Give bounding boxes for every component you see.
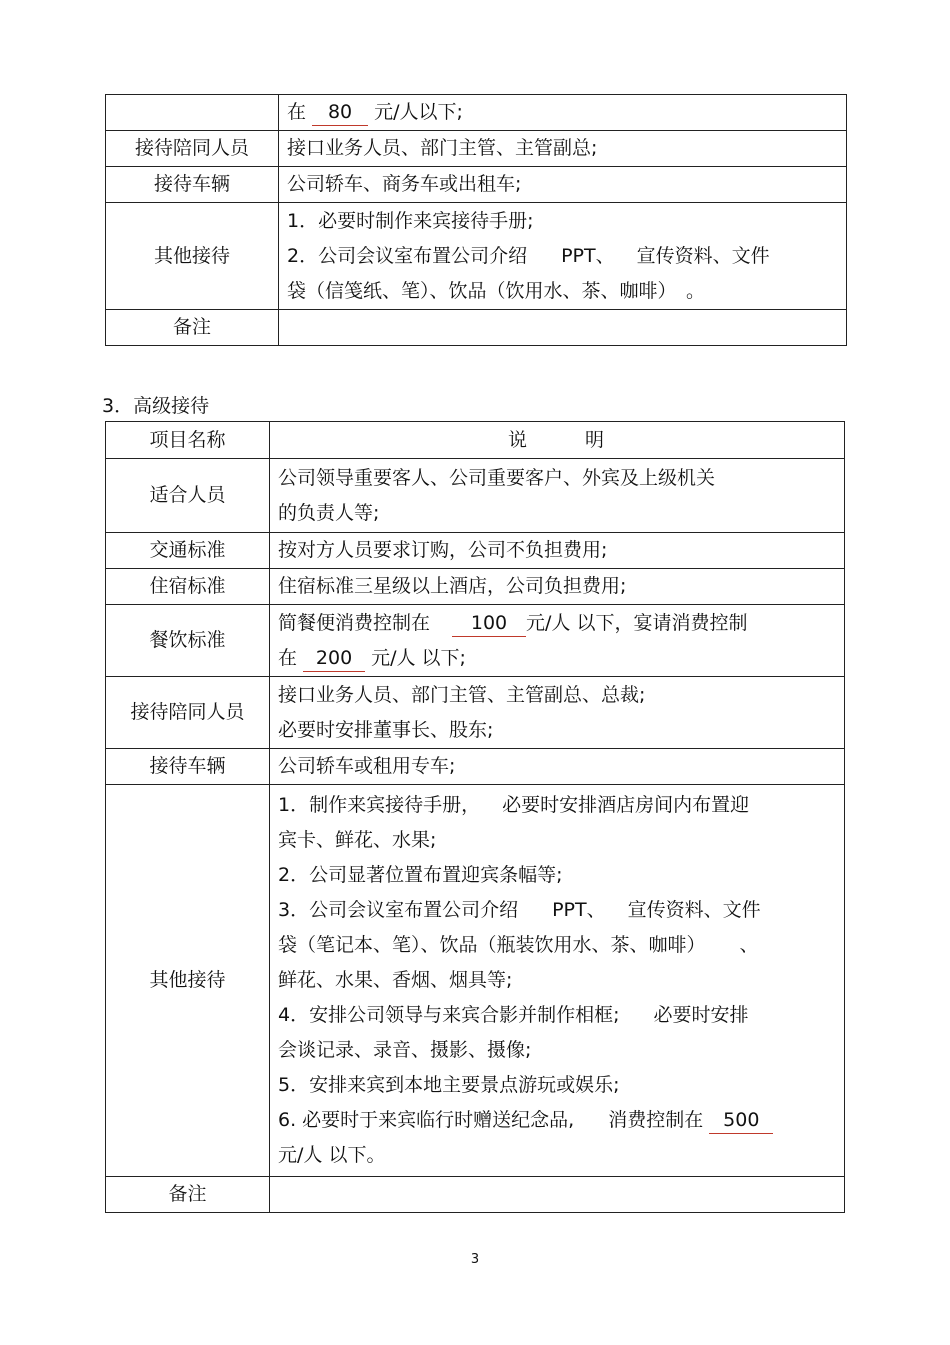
table-row [106, 605, 845, 677]
row-value: 按对方人员要求订购，公司不负担费用; [270, 533, 845, 569]
text: 必要时安排酒店房间内布置迎 [502, 794, 750, 816]
table-row [106, 131, 847, 167]
text: 宣传资料、文件 [627, 899, 761, 921]
row-value: 公司轿车、商务车或出租车; [279, 167, 847, 203]
row-label: 适合人员 [106, 459, 270, 533]
line: 接口业务人员、部门主管、主管副总、总裁; [278, 683, 646, 706]
row-value-multiline [270, 677, 845, 749]
table-row [106, 1177, 845, 1213]
row-value-multiline [279, 203, 847, 310]
table-row [106, 203, 847, 310]
line: 宾卡、鲜花、水果; [278, 829, 437, 851]
remarks-value [270, 1177, 845, 1213]
row-value: 接口业务人员、部门主管、主管副总; [279, 131, 847, 167]
page-number: 3 [470, 1252, 480, 1267]
line: 2．公司显著位置布置迎宾条幅等; [278, 864, 563, 886]
dining-cont-cell [279, 95, 847, 131]
table-row [106, 95, 847, 131]
amount-field: 100 [452, 610, 526, 637]
line: 袋（信笺纸、笔）、饮品（饮用水、茶、咖啡） 。 [287, 279, 706, 302]
text: 元/人 以下; [371, 646, 466, 669]
remarks-value [279, 310, 847, 346]
row-label: 备注 [106, 310, 279, 346]
text: 简餐便消费控制在 [278, 611, 431, 634]
row-label: 接待陪同人员 [106, 131, 279, 167]
text: 在 [287, 101, 307, 123]
table-row [106, 310, 847, 346]
reception-table-standard [105, 94, 847, 346]
line: 鲜花、水果、香烟、烟具等; [278, 969, 513, 991]
row-label: 接待车辆 [106, 749, 270, 785]
row-value-multiline [270, 785, 845, 1177]
amount-field: 80 [312, 99, 368, 126]
row-label: 其他接待 [106, 785, 270, 1177]
row-value: 住宿标准三星级以上酒店，公司负担费用; [270, 569, 845, 605]
text: 3．公司会议室布置公司介绍 [278, 899, 519, 921]
row-label: 餐饮标准 [106, 605, 270, 677]
table-row [106, 167, 847, 203]
section-title: 3．高级接待 [102, 395, 210, 417]
table-row [106, 569, 845, 605]
line [278, 893, 836, 928]
row-label: 备注 [106, 1177, 270, 1213]
reception-table-advanced [105, 421, 845, 1213]
empty-label-cell [106, 95, 279, 131]
text: 必要时安排 [653, 1004, 749, 1026]
text: 在 [278, 646, 298, 669]
text: PPT、 [561, 244, 615, 267]
text: 宣传资料、文件 [636, 244, 770, 267]
text: 明 [585, 428, 607, 451]
table-row [106, 677, 845, 749]
text: PPT、 [552, 899, 606, 921]
amount-field: 500 [709, 1107, 773, 1134]
line [278, 788, 836, 823]
line: 1．必要时制作来宾接待手册; [287, 209, 534, 232]
line: 必要时安排董事长、股东; [278, 718, 494, 741]
row-label: 接待车辆 [106, 167, 279, 203]
text: 元/人 以下，宴请消费控制 [526, 611, 748, 634]
table-header-row [106, 422, 845, 459]
text: 2．公司会议室布置公司介绍 [287, 244, 528, 267]
header-description [270, 422, 845, 459]
line [278, 998, 836, 1033]
text: 袋（笔记本、笔）、饮品（瓶装饮用水、茶、咖啡） [278, 934, 706, 956]
line [287, 239, 838, 274]
line: 的负责人等; [278, 501, 380, 524]
line [278, 606, 836, 641]
text: 6. 必要时于来宾临行时赠送纪念品, [278, 1109, 575, 1131]
line [278, 928, 836, 963]
line: 会谈记录、录音、摄影、摄像; [278, 1039, 532, 1061]
line [278, 641, 836, 676]
line: 5．安排来宾到本地主要景点游玩或娱乐; [278, 1074, 620, 1096]
line [278, 1103, 836, 1138]
row-label: 接待陪同人员 [106, 677, 270, 749]
amount-field: 200 [303, 645, 365, 672]
header-item-name: 项目名称 [106, 422, 270, 459]
text: 消费控制在 [608, 1109, 704, 1131]
table-row [106, 749, 845, 785]
row-value: 公司轿车或租用专车; [270, 749, 845, 785]
line: 元/人 以下。 [278, 1144, 386, 1166]
text: 说 [507, 428, 529, 451]
table-row [106, 533, 845, 569]
text: 、 [739, 934, 759, 956]
row-label: 其他接待 [106, 203, 279, 310]
row-value-multiline [270, 459, 845, 533]
table-row [106, 459, 845, 533]
table-row [106, 785, 845, 1177]
text: 4．安排公司领导与来宾合影并制作相框; [278, 1004, 620, 1026]
text: 元/人以下; [374, 101, 463, 123]
row-label: 交通标准 [106, 533, 270, 569]
line: 公司领导重要客人、公司重要客户、外宾及上级机关 [278, 466, 716, 489]
row-label: 住宿标准 [106, 569, 270, 605]
row-value-multiline [270, 605, 845, 677]
text: 1．制作来宾接待手册， [278, 794, 481, 816]
